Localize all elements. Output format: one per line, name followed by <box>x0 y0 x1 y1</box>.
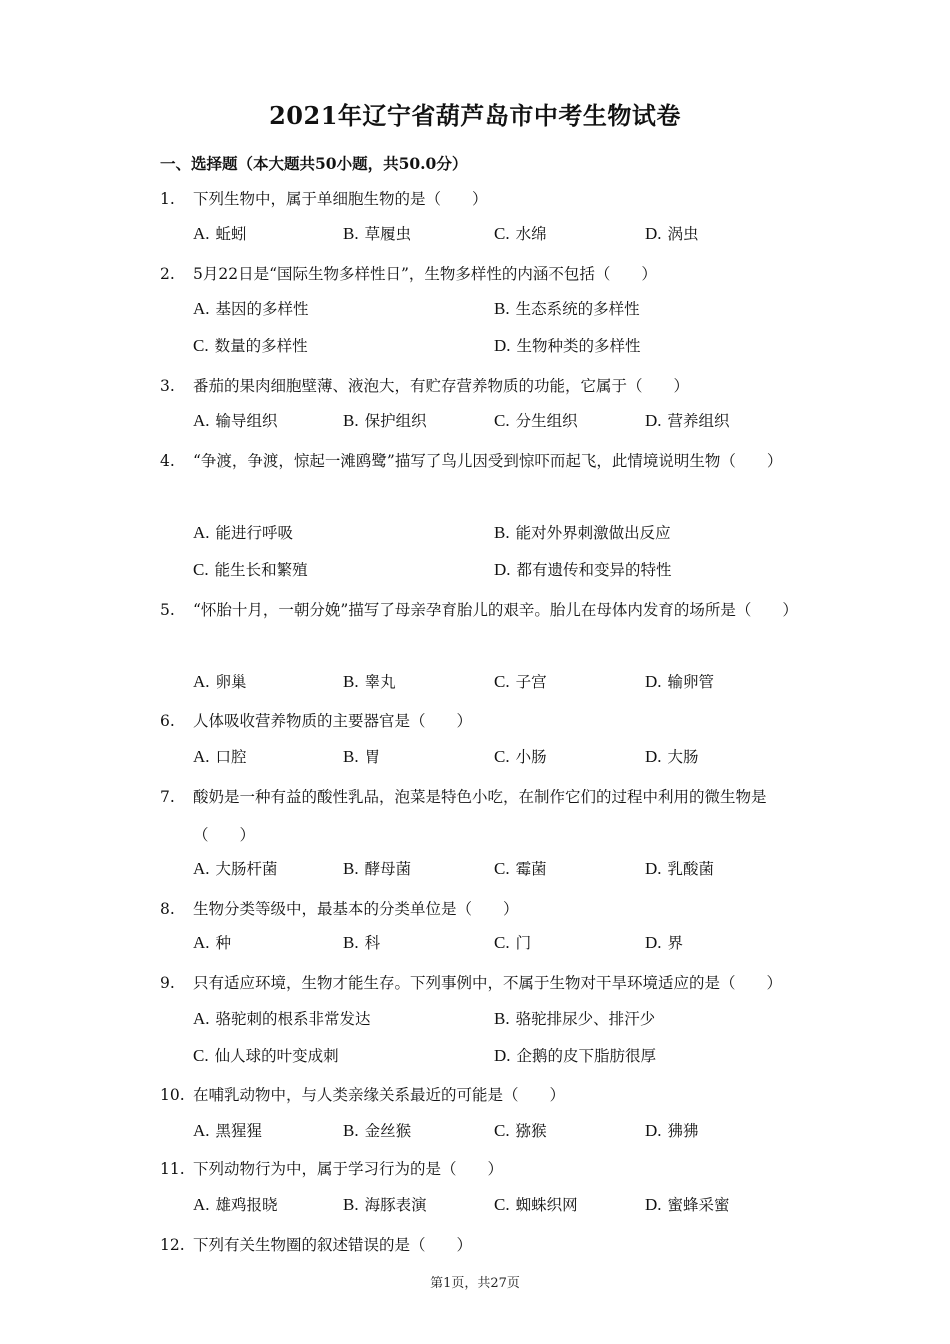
option-text: 输导组织 <box>215 412 278 430</box>
question-text: 下列生物中，属于单细胞生物的是（ ） <box>193 190 488 208</box>
answer-option <box>645 1119 699 1141</box>
option-label: D. <box>645 224 662 243</box>
question-number: 2. <box>160 265 175 283</box>
options-row <box>193 931 813 961</box>
answer-option <box>343 931 380 953</box>
options-row <box>193 670 813 700</box>
question-number: 11. <box>160 1160 185 1178</box>
answer-option <box>494 409 578 431</box>
answer-option <box>343 1193 427 1215</box>
option-label: A. <box>193 933 210 952</box>
option-text: 子宫 <box>515 673 547 691</box>
option-text: 输卵管 <box>667 673 715 691</box>
option-label: A. <box>193 672 210 691</box>
question-text: 只有适应环境，生物才能生存。下列事例中，不属于生物对干旱环境适应的是（ ） <box>193 974 783 992</box>
option-label: A. <box>193 1009 210 1028</box>
answer-option <box>343 670 396 692</box>
option-text: 胃 <box>364 748 381 766</box>
option-text: 金丝猴 <box>364 1122 412 1140</box>
option-label: A. <box>193 1121 210 1140</box>
question-text: 酸奶是一种有益的酸性乳品，泡菜是特色小吃，在制作它们的过程中利用的微生物是（ ） <box>193 788 767 844</box>
question-number: 3. <box>160 377 175 395</box>
question-number: 7. <box>160 788 175 806</box>
question-stem <box>160 702 800 740</box>
option-text: 骆驼刺的根系非常发达 <box>215 1010 371 1028</box>
option-label: C. <box>494 1121 510 1140</box>
option-label: D. <box>494 560 511 579</box>
option-label: A. <box>193 859 210 878</box>
option-text: 能进行呼吸 <box>215 524 294 542</box>
answer-option <box>494 222 547 244</box>
answer-option <box>494 521 671 543</box>
option-label: B. <box>343 859 359 878</box>
options-row <box>193 1119 813 1149</box>
options-row <box>193 334 813 364</box>
option-label: D. <box>494 1046 511 1065</box>
option-label: C. <box>494 1195 510 1214</box>
answer-option <box>645 1193 730 1215</box>
answer-option <box>645 931 683 953</box>
answer-option <box>193 222 247 244</box>
option-text: 门 <box>515 934 532 952</box>
options-row <box>193 857 813 887</box>
option-text: 小肠 <box>515 748 547 766</box>
option-text: 涡虫 <box>667 225 699 243</box>
question-stem <box>160 890 800 928</box>
option-text: 能对外界刺激做出反应 <box>515 524 671 542</box>
option-text: 草履虫 <box>364 225 412 243</box>
option-text: 保护组织 <box>364 412 427 430</box>
option-label: A. <box>193 299 210 318</box>
option-text: 黑猩猩 <box>215 1122 263 1140</box>
question-text: 5月22日是“国际生物多样性日”，生物多样性的内涵不包括（ ） <box>193 265 657 283</box>
answer-option <box>645 409 730 431</box>
option-label: B. <box>343 411 359 430</box>
option-label: D. <box>645 411 662 430</box>
options-row <box>193 409 813 439</box>
answer-option <box>494 857 547 879</box>
answer-option <box>494 558 672 580</box>
question-number: 8. <box>160 900 175 918</box>
option-text: 乳酸菌 <box>667 860 715 878</box>
answer-option <box>193 745 247 767</box>
question-stem <box>160 1226 800 1264</box>
answer-option <box>343 857 411 879</box>
option-label: C. <box>193 560 209 579</box>
options-row <box>193 1007 813 1037</box>
question-number: 12. <box>160 1236 185 1254</box>
question-text: “争渡，争渡，惊起一滩鸥鹭”描写了鸟儿因受到惊吓而起飞，此情境说明生物（ ） <box>193 452 783 470</box>
question-text: 番茄的果肉细胞壁薄、液泡大，有贮存营养物质的功能，它属于（ ） <box>193 377 690 395</box>
option-text: 水绵 <box>515 225 547 243</box>
question-text: 下列动物行为中，属于学习行为的是（ ） <box>193 1160 504 1178</box>
option-label: D. <box>645 859 662 878</box>
option-label: A. <box>193 523 210 542</box>
option-text: 睾丸 <box>364 673 396 691</box>
option-text: 仙人球的叶变成刺 <box>214 1047 339 1065</box>
option-text: 霉菌 <box>515 860 547 878</box>
option-label: B. <box>343 672 359 691</box>
answer-option <box>193 409 278 431</box>
question-stem <box>160 778 800 854</box>
option-label: B. <box>343 933 359 952</box>
option-label: B. <box>494 523 510 542</box>
options-row <box>193 1044 813 1074</box>
options-row <box>193 558 813 588</box>
question-text: 在哺乳动物中，与人类亲缘关系最近的可能是（ ） <box>193 1086 566 1104</box>
option-label: A. <box>193 1195 210 1214</box>
question-stem <box>160 1150 800 1188</box>
options-row <box>193 521 813 551</box>
answer-option <box>494 1044 656 1066</box>
answer-option <box>494 297 640 319</box>
option-label: D. <box>645 747 662 766</box>
answer-option <box>343 745 380 767</box>
question-text: “怀胎十月，一朝分娩”描写了母亲孕育胎儿的艰辛。胎儿在母体内发育的场所是（ ） <box>193 601 798 619</box>
answer-option <box>645 857 714 879</box>
option-text: 雄鸡报晓 <box>215 1196 278 1214</box>
answer-option <box>494 745 547 767</box>
option-label: A. <box>193 411 210 430</box>
option-label: C. <box>193 1046 209 1065</box>
option-text: 卵巢 <box>215 673 247 691</box>
option-text: 种 <box>215 934 232 952</box>
option-label: D. <box>645 1121 662 1140</box>
question-number: 1. <box>160 190 175 208</box>
question-text: 下列有关生物圈的叙述错误的是（ ） <box>193 1236 473 1254</box>
option-label: C. <box>494 859 510 878</box>
question-number: 9. <box>160 974 175 992</box>
option-text: 都有遗传和变异的特性 <box>516 561 672 579</box>
question-text: 生物分类等级中，最基本的分类单位是（ ） <box>193 900 519 918</box>
answer-option <box>193 1119 262 1141</box>
option-text: 大肠杆菌 <box>215 860 278 878</box>
answer-option <box>494 1193 578 1215</box>
option-label: D. <box>645 1195 662 1214</box>
option-text: 猕猴 <box>515 1122 547 1140</box>
answer-option <box>193 857 278 879</box>
options-row <box>193 222 813 252</box>
answer-option <box>193 558 308 580</box>
option-label: B. <box>343 1121 359 1140</box>
page-title: 2021年辽宁省葫芦岛市中考生物试卷 <box>269 101 681 130</box>
option-text: 蜜蜂采蜜 <box>667 1196 730 1214</box>
option-label: C. <box>193 336 209 355</box>
option-label: A. <box>193 747 210 766</box>
options-row <box>193 297 813 327</box>
option-text: 分生组织 <box>515 412 578 430</box>
option-label: C. <box>494 747 510 766</box>
option-text: 企鹅的皮下脂肪很厚 <box>516 1047 657 1065</box>
option-text: 大肠 <box>667 748 699 766</box>
option-label: B. <box>494 1009 510 1028</box>
question-number: 10. <box>160 1086 185 1104</box>
option-text: 营养组织 <box>667 412 730 430</box>
option-label: B. <box>494 299 510 318</box>
answer-option <box>494 334 641 356</box>
option-text: 狒狒 <box>667 1122 699 1140</box>
answer-option <box>193 931 231 953</box>
question-stem <box>160 964 800 1002</box>
answer-option <box>193 1007 371 1029</box>
option-text: 蚯蚓 <box>215 225 247 243</box>
answer-option <box>343 1119 411 1141</box>
option-text: 基因的多样性 <box>215 300 309 318</box>
option-text: 界 <box>667 934 684 952</box>
option-label: B. <box>343 224 359 243</box>
option-label: C. <box>494 672 510 691</box>
option-label: C. <box>494 933 510 952</box>
section-heading: 一、选择题（本大题共50小题，共50.0分） <box>160 154 468 173</box>
option-text: 骆驼排尿少、排汗少 <box>515 1010 656 1028</box>
answer-option <box>343 409 427 431</box>
question-number: 6. <box>160 712 175 730</box>
answer-option <box>343 222 411 244</box>
option-label: C. <box>494 411 510 430</box>
answer-option <box>193 1193 278 1215</box>
answer-option <box>494 1007 655 1029</box>
option-text: 蜘蛛织网 <box>515 1196 578 1214</box>
options-row <box>193 745 813 775</box>
answer-option <box>193 521 293 543</box>
option-label: A. <box>193 224 210 243</box>
answer-option <box>193 334 308 356</box>
option-text: 科 <box>364 934 381 952</box>
option-text: 酵母菌 <box>364 860 412 878</box>
answer-option <box>193 1044 339 1066</box>
answer-option <box>193 297 309 319</box>
option-label: B. <box>343 1195 359 1214</box>
question-stem <box>160 180 800 218</box>
question-stem <box>160 1076 800 1114</box>
answer-option <box>645 222 699 244</box>
option-text: 口腔 <box>215 748 247 766</box>
option-text: 海豚表演 <box>364 1196 427 1214</box>
question-stem <box>160 442 800 480</box>
option-label: C. <box>494 224 510 243</box>
option-label: D. <box>645 933 662 952</box>
option-text: 能生长和繁殖 <box>214 561 308 579</box>
option-text: 生态系统的多样性 <box>515 300 640 318</box>
option-text: 生物种类的多样性 <box>516 337 641 355</box>
question-number: 5. <box>160 601 175 619</box>
question-stem <box>160 255 800 293</box>
answer-option <box>645 745 699 767</box>
answer-option <box>494 931 531 953</box>
option-label: D. <box>494 336 511 355</box>
answer-option <box>645 670 714 692</box>
question-stem <box>160 591 800 629</box>
page-footer: 第1页，共27页 <box>430 1276 520 1291</box>
option-text: 数量的多样性 <box>214 337 308 355</box>
options-row <box>193 1193 813 1223</box>
question-stem <box>160 367 800 405</box>
option-label: B. <box>343 747 359 766</box>
answer-option <box>494 1119 547 1141</box>
answer-option <box>494 670 547 692</box>
question-text: 人体吸收营养物质的主要器官是（ ） <box>193 712 473 730</box>
answer-option <box>193 670 247 692</box>
question-number: 4. <box>160 452 175 470</box>
option-label: D. <box>645 672 662 691</box>
